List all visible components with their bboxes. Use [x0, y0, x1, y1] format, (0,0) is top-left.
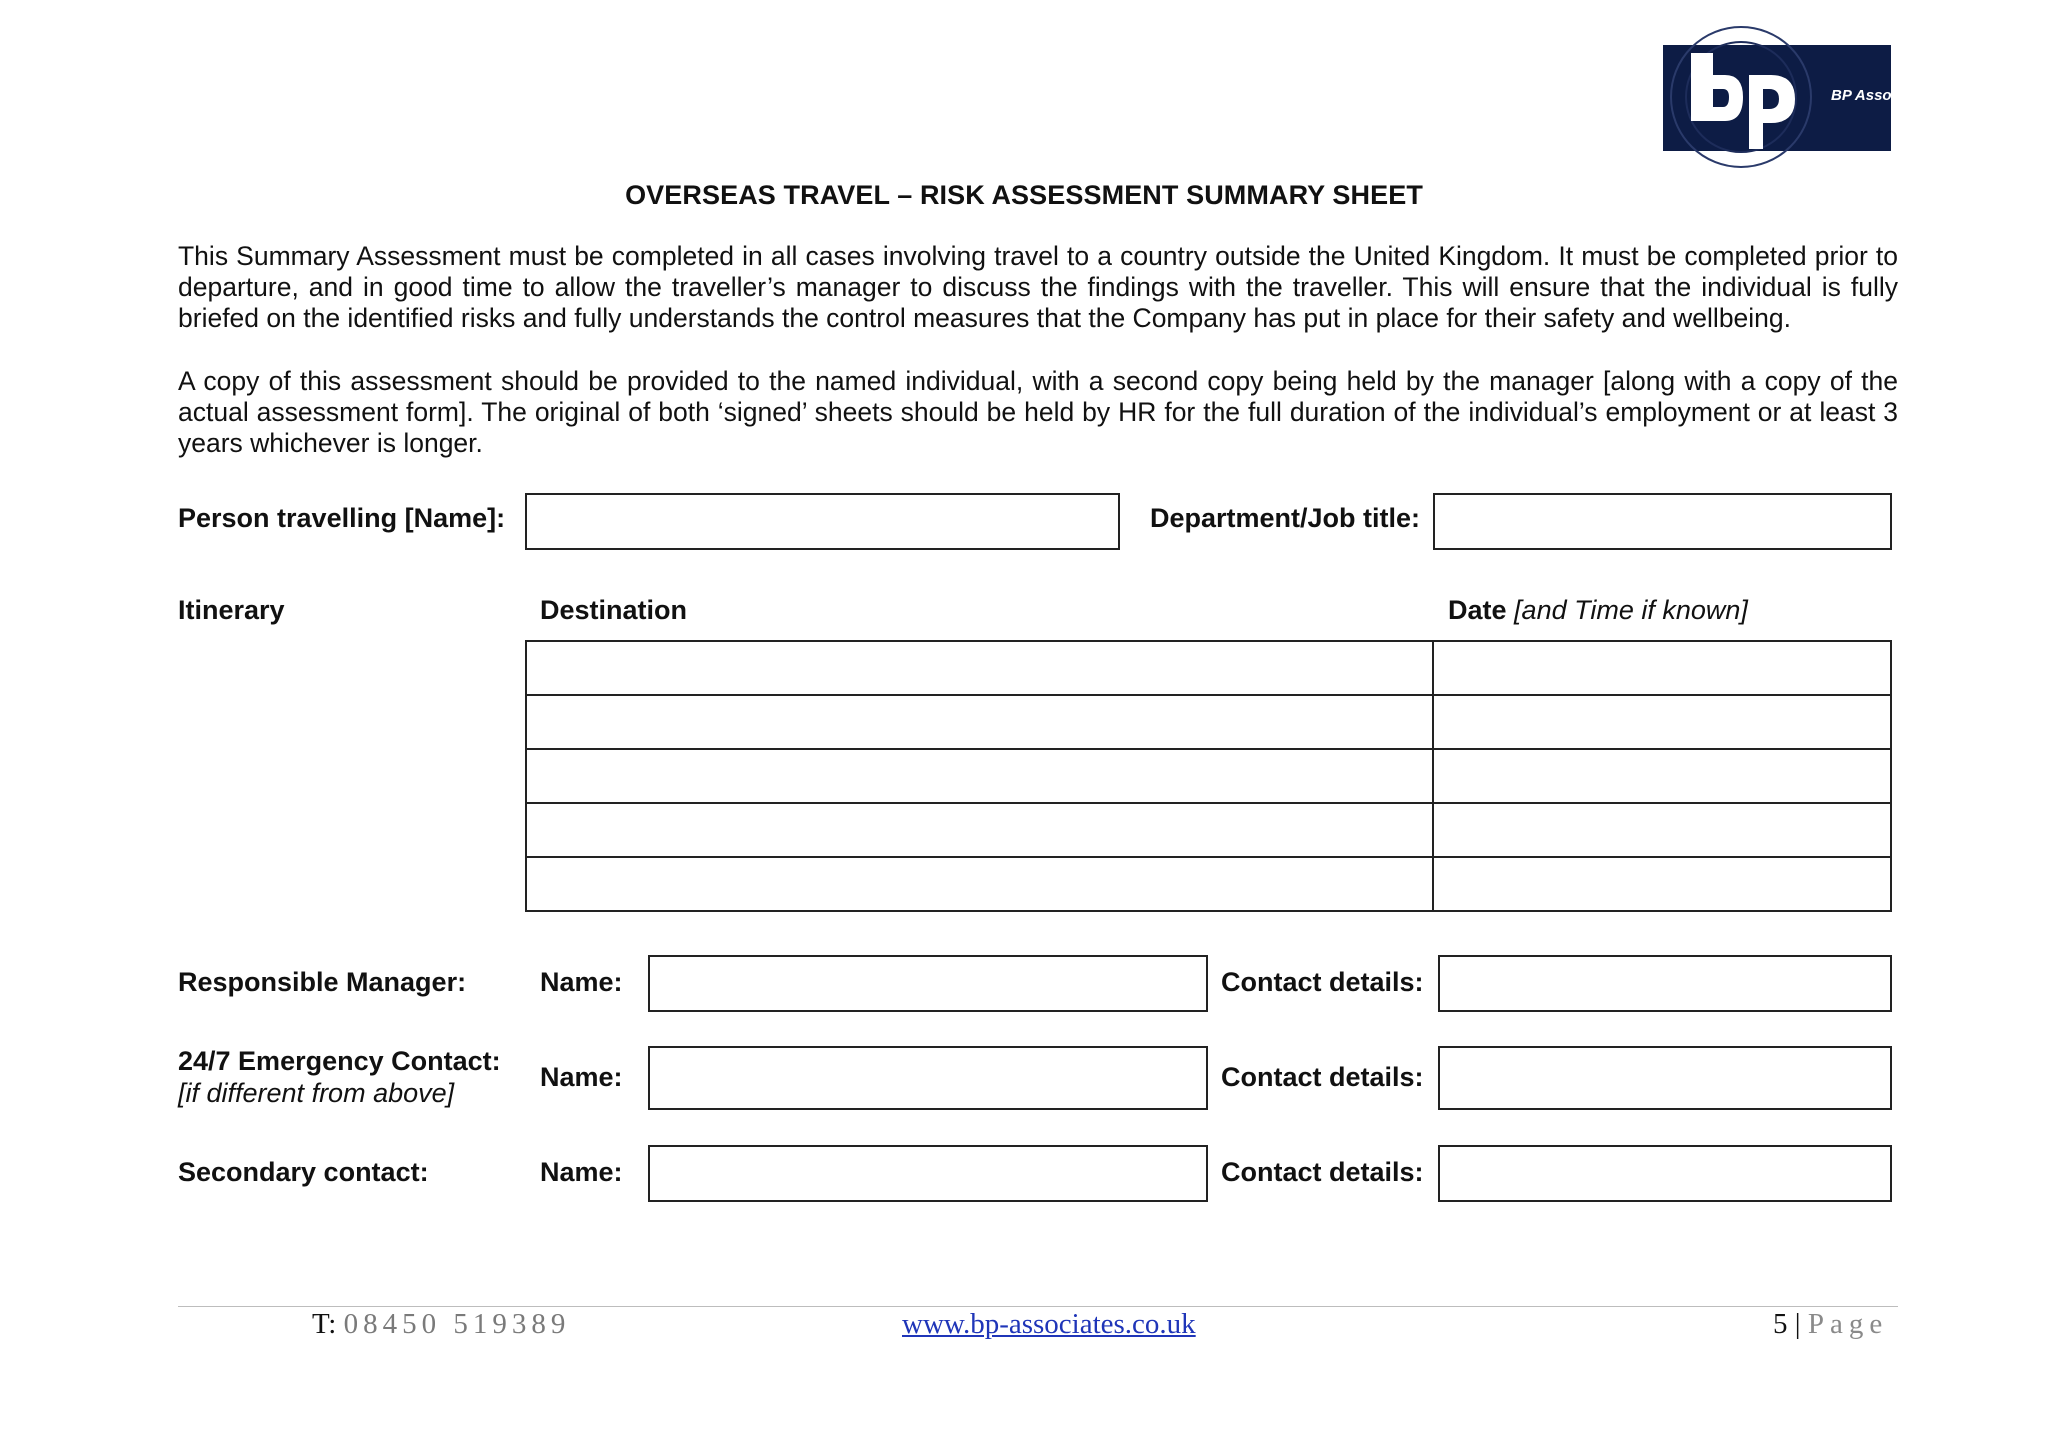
manager-contact-label: Contact details: [1221, 967, 1424, 997]
destination-cell[interactable] [526, 695, 1433, 749]
page-title: OVERSEAS TRAVEL – RISK ASSESSMENT SUMMARY SHEET [625, 180, 1423, 210]
emergency-name-field[interactable] [648, 1046, 1208, 1110]
page-separator: | [1794, 1308, 1801, 1340]
person-travelling-label: Person travelling [Name]: [178, 503, 506, 533]
secondary-contact-details-label: Contact details: [1221, 1157, 1424, 1187]
destination-cell[interactable] [526, 857, 1433, 911]
phone-prefix: T: [312, 1308, 337, 1340]
emergency-name-label: Name: [540, 1062, 623, 1092]
itinerary-row [526, 857, 1891, 911]
itinerary-row [526, 803, 1891, 857]
date-header-bold: Date [1448, 595, 1507, 625]
date-cell[interactable] [1433, 857, 1891, 911]
destination-cell[interactable] [526, 803, 1433, 857]
itinerary-row [526, 641, 1891, 695]
footer-phone [312, 1308, 570, 1341]
secondary-name-field[interactable] [648, 1145, 1208, 1202]
date-cell[interactable] [1433, 803, 1891, 857]
department-job-title-label: Department/Job title: [1150, 503, 1421, 533]
date-cell[interactable] [1433, 695, 1891, 749]
intro-paragraph: This Summary Assessment must be completed in all cases involving travel to a country outside the United Kingdom. It must be completed prior to departure, and in good time to allow the traveller’s manager to discuss the findings with the traveller. This will ensure that the individual is fully briefed on the identified risks and fully understands the control measures that the Company has put in place for their safety and wellbeing. [178, 241, 1898, 333]
phone-number: 08450 519389 [343, 1308, 571, 1340]
itinerary-row [526, 695, 1891, 749]
manager-contact-field[interactable] [1438, 955, 1892, 1012]
logo-text: BP Associates [1831, 87, 1935, 104]
itinerary-table [525, 640, 1892, 912]
department-job-title-field[interactable] [1433, 493, 1892, 550]
destination-column-header: Destination [540, 595, 688, 625]
destination-cell[interactable] [526, 749, 1433, 803]
destination-cell[interactable] [526, 641, 1433, 695]
website-link[interactable]: www.bp-associates.co.uk [902, 1308, 1196, 1340]
secondary-contact-details-field[interactable] [1438, 1145, 1892, 1202]
date-cell[interactable] [1433, 641, 1891, 695]
itinerary-label: Itinerary [178, 595, 285, 625]
emergency-contact-details-label: Contact details: [1221, 1062, 1424, 1092]
secondary-name-label: Name: [540, 1157, 623, 1187]
copy-instructions-paragraph: A copy of this assessment should be provided to the named individual, with a second copy being held by the manager [along with a copy of the actual assessment form]. The original of both ‘signed’ sheets should be held by HR for the full duration of the individual’s employment or at least 3 years whichever is longer. [178, 366, 1898, 458]
itinerary-row [526, 749, 1891, 803]
date-column-header [1448, 595, 1748, 626]
emergency-contact-details-field[interactable] [1438, 1046, 1892, 1110]
company-logo [1663, 45, 1935, 151]
page-number: 5 [1773, 1308, 1788, 1340]
manager-name-label: Name: [540, 967, 623, 997]
manager-name-field[interactable] [648, 955, 1208, 1012]
date-header-note: [and Time if known] [1514, 595, 1748, 625]
page-indicator [1773, 1308, 1888, 1341]
page-word: Page [1807, 1308, 1889, 1340]
emergency-contact-label: 24/7 Emergency Contact: [178, 1046, 501, 1076]
person-name-field[interactable] [525, 493, 1120, 550]
date-cell[interactable] [1433, 749, 1891, 803]
footer-divider [178, 1306, 1898, 1307]
secondary-contact-label: Secondary contact: [178, 1157, 429, 1187]
emergency-contact-note: [if different from above] [178, 1078, 455, 1108]
responsible-manager-label: Responsible Manager: [178, 967, 467, 997]
